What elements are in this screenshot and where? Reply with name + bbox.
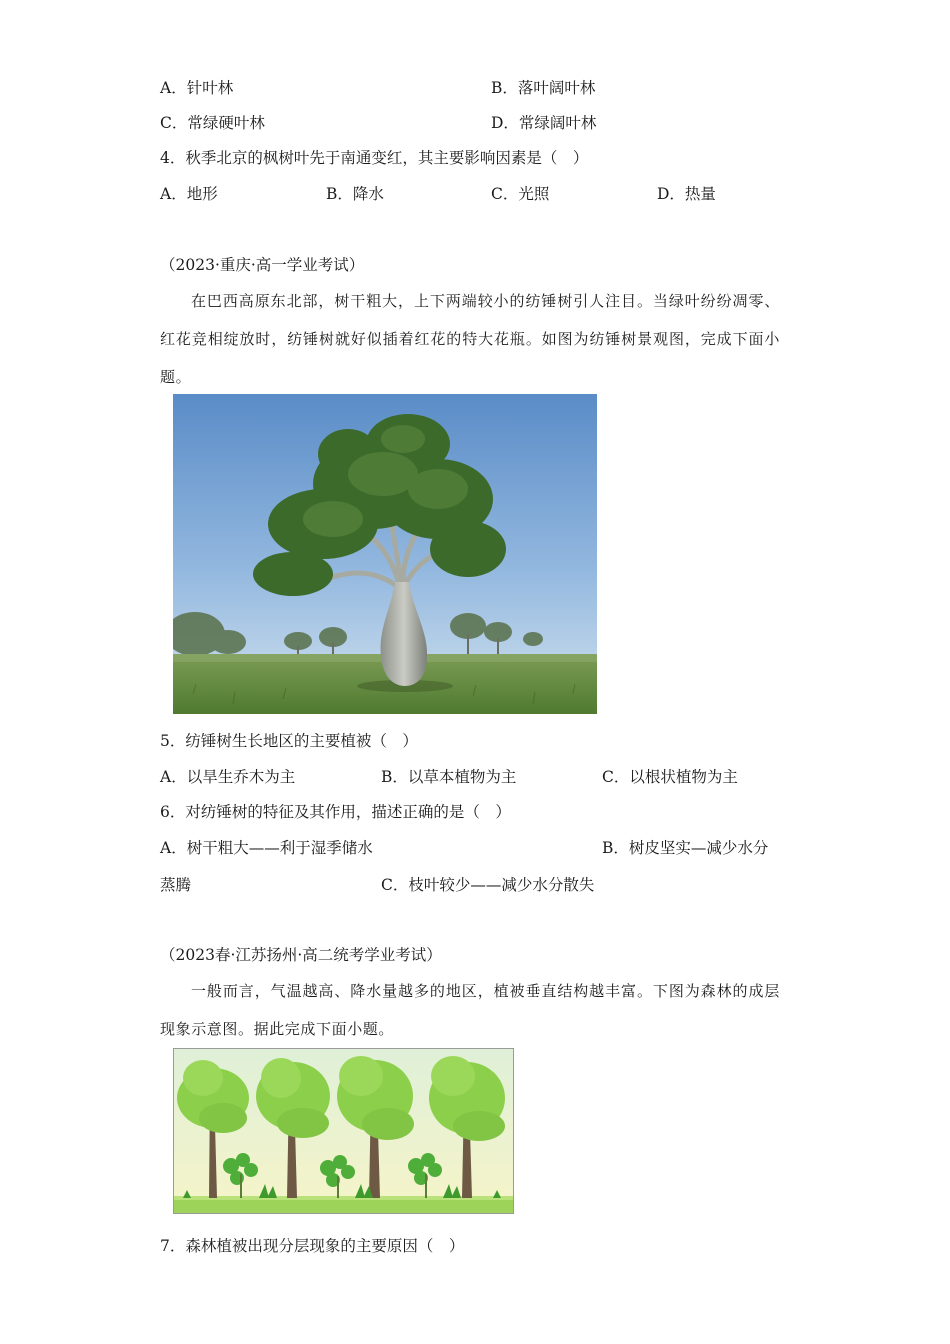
group3-passage: 一般而言，气温越高、降水量越多的地区，植被垂直结构越丰富。下图为森林的成层现象示意图。据此完成下面小题。 [160, 982, 780, 1038]
group2-source: （2023·重庆·高一学业考试） [160, 256, 365, 274]
q4-option-b: B．降水 [326, 185, 384, 203]
q3-option-c: C．常绿硬叶林 [160, 114, 265, 132]
q4-option-a: A．地形 [160, 185, 218, 203]
bottle-tree-photo [173, 394, 597, 714]
q4-option-c: C．光照 [491, 185, 550, 203]
q3-option-b: B．落叶阔叶林 [491, 79, 596, 97]
q6-option-b-continued: 蒸腾 [160, 876, 192, 894]
q5-stem: 5．纺锤树生长地区的主要植被（ ） [160, 732, 418, 750]
q4-stem: 4．秋季北京的枫树叶先于南通变红，其主要影响因素是（ ） [160, 149, 589, 167]
q6-option-b: B．树皮坚实—减少水分 [602, 839, 769, 857]
q4-option-d: D．热量 [657, 185, 716, 203]
q3-option-d: D．常绿阔叶林 [491, 114, 597, 132]
q6-stem: 6．对纺锤树的特征及其作用，描述正确的是（ ） [160, 803, 511, 821]
q5-option-a: A．以旱生乔木为主 [160, 768, 296, 786]
q5-option-c: C．以根状植物为主 [602, 768, 738, 786]
forest-layer-diagram [173, 1048, 514, 1214]
q3-option-a: A．针叶林 [160, 79, 234, 97]
q6-option-a: A．树干粗大——利于湿季储水 [160, 839, 373, 857]
q6-option-c: C．枝叶较少——减少水分散失 [381, 876, 595, 894]
group3-source: （2023春·江苏扬州·高二统考学业考试） [160, 946, 442, 964]
group2-passage: 在巴西高原东北部，树干粗大，上下两端较小的纺锤树引人注目。当绿叶纷纷凋零、红花竞相绽放时，纺锤树就好似插着红花的特大花瓶。如图为纺锤树景观图，完成下面小题。 [160, 292, 780, 386]
q7-stem: 7．森林植被出现分层现象的主要原因（ ） [160, 1237, 465, 1255]
q5-option-b: B．以草本植物为主 [381, 768, 517, 786]
